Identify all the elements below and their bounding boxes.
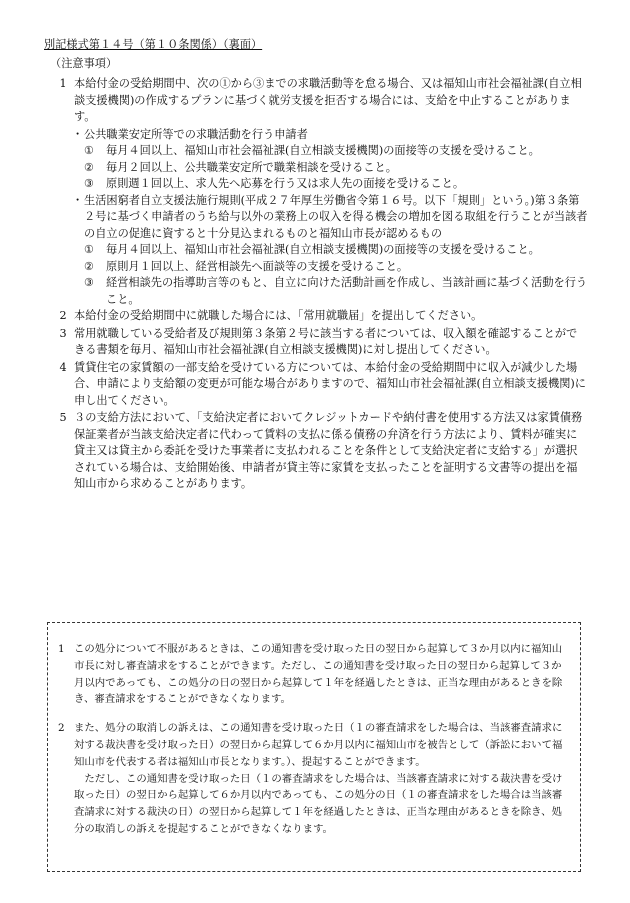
- circled-number: ①: [84, 144, 95, 157]
- appeal-notice-box: [47, 622, 581, 872]
- note-number: 1: [59, 77, 67, 90]
- form-header: 別記様式第１４号（第１０条関係）（裏面）: [44, 38, 263, 51]
- condition-text: 原則月１回以上、経営相談先へ面談等の支援を受けること。: [106, 259, 409, 273]
- note-number: 4: [59, 360, 67, 374]
- condition-item: [84, 143, 588, 160]
- note-sub-2: [72, 193, 588, 243]
- paragraph-number: 1: [58, 643, 65, 655]
- condition-item: [84, 275, 588, 308]
- note-number: 3: [59, 326, 67, 340]
- condition-item: [84, 176, 588, 193]
- bullet-mark: ・: [72, 193, 84, 207]
- condition-item: [84, 160, 588, 177]
- note-sub-1: [72, 127, 588, 144]
- note-number: 2: [59, 309, 67, 322]
- bullet-mark: ・: [72, 127, 84, 141]
- circled-number: ②: [84, 259, 95, 273]
- note-item-5: [52, 410, 588, 493]
- condition-item: [84, 259, 588, 276]
- note-item-1: [52, 76, 588, 126]
- condition-text: 原則週１回以上、求人先へ応募を行う又は求人先の面接を受けること。: [106, 177, 465, 190]
- paragraph-text: また、処分の取消しの訴えは、この通知書を受け取った日（１の審査請求をした場合は、当該審査請求に対する裁決書を受け取った日）の翌日から起算して６か月以内に福知山市を被告として（訴訟において福知山市を代表する者は福知山市長となります。）、提起することができます。: [74, 722, 563, 768]
- condition-item: [84, 242, 588, 259]
- sub-text: 生活困窮者自立支援法施行規則(平成２７年厚生労働省令第１６号。以下「規則」という。)第３条第２号に基づく申請者のうち給与以外の業務上の収入を得る機会の増加を図る取組を行うことが当該者の自立の促進に資すると十分見込まれるものと福知山市長が認めるもの: [84, 193, 588, 240]
- circled-number: ①: [84, 243, 95, 256]
- condition-text: 毎月４回以上、福知山市社会福祉課(自立相談支援機関)の面接等の支援を受けること。: [106, 243, 540, 256]
- sub-text: 公共職業安定所等での求職活動を行う申請者: [84, 127, 308, 141]
- note-text: 本給付金の受給期間中、次の①から③までの求職活動等を怠る場合、又は福知山市社会福祉課(自立相談支援機関)の作成するプランに基づく就労支援を拒否する場合には、支給を中止することがあります。: [74, 77, 582, 123]
- condition-text: 毎月４回以上、福知山市社会福祉課(自立相談支援機関)の面接等の支援を受けること。: [106, 144, 540, 157]
- paragraph-text-continued: ただし、この通知書を受け取った日（１の審査請求をした場合は、当該審査請求に対する裁決書を受け取った日）の翌日から起算して６か月以内であっても、この処分の日（１の審査請求をした場合は当該審査請求に対する裁決の日）の翌日から起算して１年を経過したときは、正当な理由があるときを除き、処分の取消しの訴えを提起することができなくなります。: [74, 772, 563, 835]
- note-number: 5: [59, 411, 67, 424]
- paragraph-text: この処分について不服があるときは、この通知書を受け取った日の翌日から起算して３か月以内に福知山市長に対し審査請求をすることができます。ただし、この通知書を受け取った日の翌日から起算して３か月以内であっても、この処分の日の翌日から起算して１年を経過したときは、正当な理由があるときを除き、審査請求をすることができなくなります。: [74, 643, 563, 706]
- circled-number: ②: [84, 160, 95, 174]
- note-item-2: [52, 308, 588, 325]
- circled-number: ③: [84, 177, 95, 190]
- appeal-paragraph-1: [58, 641, 570, 708]
- appeal-paragraph-2: [58, 720, 570, 838]
- note-text: 本給付金の受給期間中に就職した場合には、「常用就職届」を提出してください。: [74, 309, 483, 322]
- note-text: ３の支給方法において、「支給決定者においてクレジットカードや納付書を使用する方法又は家賃債務保証業者が当該支給決定者に代わって賃料の支払に係る債務の弁済を行う方法により、賃料が確実に貸主又は貸主から委託を受けた事業者に支払われることを条件として支給決定者に支給する」が選択されている場合は、支給開始後、申請者が貸主等に家賃を支払ったことを証明する文書等の提出を福知山市から求めることがあります。: [74, 411, 583, 490]
- condition-text: 経営相談先の指導助言等のもと、自立に向けた活動計画を作成し、当該計画に基づく活動を行うこと。: [106, 276, 588, 306]
- paragraph-number: 2: [58, 722, 65, 735]
- note-item-4: [52, 360, 588, 410]
- note-text: 賃貸住宅の家賃額の一部支給を受けている方については、本給付金の受給期間中に収入が減少した場合、申請により支給額の変更が可能な場合がありますので、福知山市社会福祉課(自立相談支援機関)に申し出てください。: [74, 360, 586, 407]
- notes-title: （注意事項）: [50, 57, 118, 70]
- circled-number: ③: [84, 276, 95, 289]
- note-text: 常用就職している受給者及び規則第３条第２号に該当する者については、収入額を確認することができる書類を毎月、福知山市社会福祉課(自立相談支援機関)に対し提出してください。: [74, 326, 578, 356]
- note-item-3: [52, 326, 588, 359]
- condition-text: 毎月２回以上、公共職業安定所で職業相談を受けること。: [106, 160, 397, 174]
- notes-list: [52, 76, 588, 494]
